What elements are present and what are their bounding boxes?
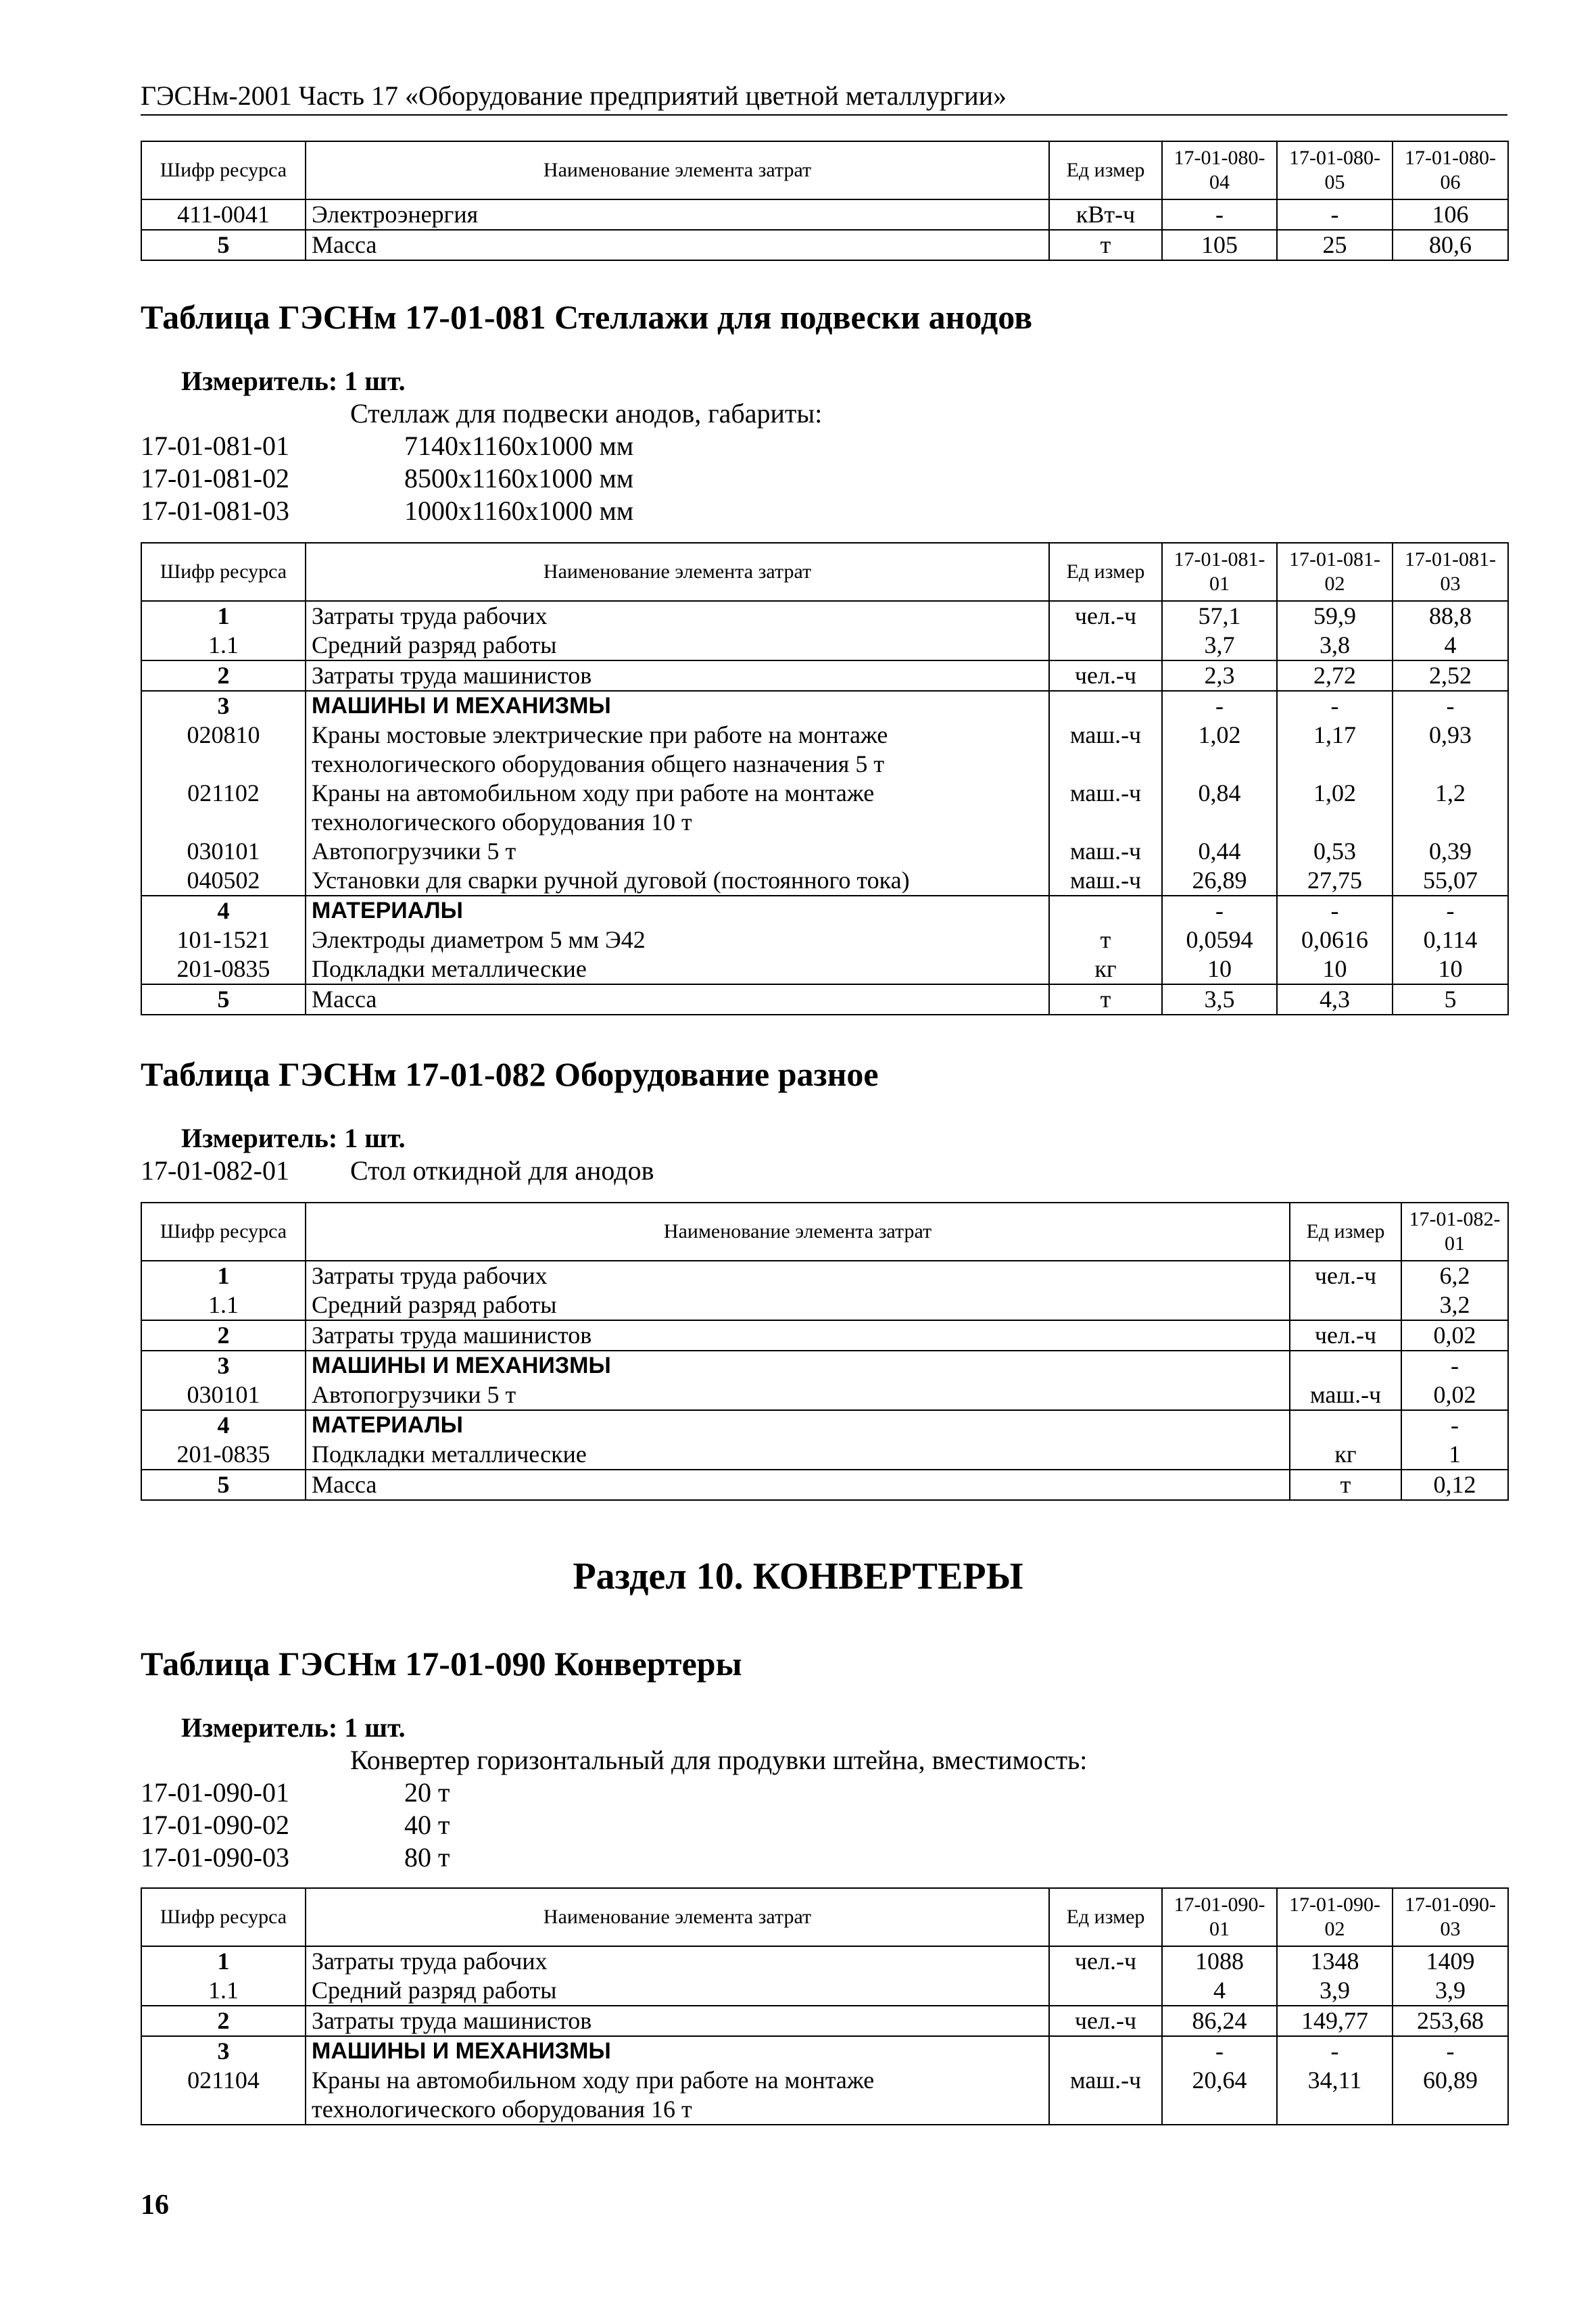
cell-unit: кг (1290, 1440, 1401, 1470)
col-header-name: Наименование элемента затрат (306, 141, 1049, 199)
table-row (141, 631, 1508, 660)
meter-081 (181, 365, 406, 397)
item-text: 20 т (404, 1777, 450, 1808)
cell-code: 3 (141, 1351, 306, 1380)
table-title-082: Таблица ГЭСНм 17-01-082 Оборудование разное (141, 1055, 879, 1093)
item-text: 8500x1160x1000 мм (404, 463, 634, 493)
table-row (141, 925, 1508, 955)
item-text: Стол откидной для анодов (350, 1155, 654, 1186)
cell-code: 021104 (141, 2066, 306, 2125)
cell-code: 3 (141, 691, 306, 721)
cell-value: 1088 (1162, 1946, 1277, 1976)
cell-code: 3 (141, 2036, 306, 2066)
cell-name: МАТЕРИАЛЫ (306, 896, 1049, 925)
cell-value: 57,1 (1162, 601, 1277, 631)
cell-value: - (1162, 2036, 1277, 2066)
table-row (141, 1320, 1508, 1351)
cell-name: Автопогрузчики 5 т (306, 837, 1049, 866)
cell-value: 10 (1277, 955, 1393, 984)
table-row (141, 1261, 1508, 1290)
cell-value: 4 (1393, 631, 1508, 660)
cell-unit (1049, 631, 1162, 660)
cell-value: - (1401, 1351, 1508, 1380)
cell-name: Затраты труда машинистов (306, 2006, 1049, 2036)
cell-value: 3,9 (1393, 1976, 1508, 2006)
cell-unit: маш.-ч (1049, 779, 1162, 837)
cell-value: 1 (1401, 1440, 1508, 1470)
col-header-norm: 17-01-081-03 (1393, 543, 1508, 601)
meter-082 (181, 1122, 406, 1154)
cell-unit: чел.-ч (1049, 2006, 1162, 2036)
cell-value: - (1277, 199, 1393, 230)
cell-value: 10 (1162, 955, 1277, 984)
table-080-continuation (141, 141, 1509, 261)
cell-unit: т (1049, 925, 1162, 955)
cell-name: Масса (306, 984, 1049, 1015)
table-row (141, 691, 1508, 721)
meter-value: 1 шт. (344, 1712, 406, 1743)
table-row (141, 1946, 1508, 1976)
col-header-norm: 17-01-082-01 (1401, 1203, 1508, 1261)
cell-value: 0,44 (1162, 837, 1277, 866)
cell-value: - (1277, 691, 1393, 721)
cell-value: 4 (1162, 1976, 1277, 2006)
cell-name: Средний разряд работы (306, 631, 1049, 660)
col-header-code: Шифр ресурса (141, 1888, 306, 1946)
cell-unit: чел.-ч (1049, 1946, 1162, 1976)
cell-name: Краны на автомобильном ходу при работе на монтаже технологического оборудования 16 т (306, 2066, 1049, 2125)
cell-name: Автопогрузчики 5 т (306, 1380, 1290, 1410)
cell-value: 10 (1393, 955, 1508, 984)
table-081 (141, 542, 1509, 1015)
cell-unit: т (1049, 230, 1162, 260)
meter-value: 1 шт. (344, 366, 406, 396)
cell-code: 4 (141, 896, 306, 925)
table-row (141, 866, 1508, 896)
table-row (141, 721, 1508, 779)
cell-name: Установки для сварки ручной дуговой (постоянного тока) (306, 866, 1049, 896)
cell-value: - (1162, 691, 1277, 721)
cell-name: Средний разряд работы (306, 1976, 1049, 2006)
cell-value: 6,2 (1401, 1261, 1508, 1290)
cell-code: 5 (141, 230, 306, 260)
table-description: Конвертер горизонтальный для продувки штейна, вместимость: (350, 1745, 1088, 1775)
item-text: 1000x1160x1000 мм (404, 496, 634, 526)
table-row (141, 2036, 1508, 2066)
cell-value: 3,9 (1277, 1976, 1393, 2006)
col-header-code: Шифр ресурса (141, 141, 306, 199)
col-header-norm: 17-01-081-02 (1277, 543, 1393, 601)
cell-value: 34,11 (1277, 2066, 1393, 2125)
cell-value: 0,02 (1401, 1380, 1508, 1410)
section-title: Раздел 10. КОНВЕРТЕРЫ (573, 1555, 1023, 1597)
cell-value: 4,3 (1277, 984, 1393, 1015)
cell-name: Масса (306, 230, 1049, 260)
cell-unit: т (1290, 1470, 1401, 1500)
cell-name: Масса (306, 1470, 1290, 1500)
cell-value: 0,0616 (1277, 925, 1393, 955)
cell-value: 2,3 (1162, 660, 1277, 691)
col-header-norm: 17-01-080-06 (1393, 141, 1508, 199)
item-code: 17-01-090-02 (141, 1810, 289, 1840)
col-header-norm: 17-01-081-01 (1162, 543, 1277, 601)
col-header-norm: 17-01-090-01 (1162, 1888, 1277, 1946)
page-header: ГЭСНм-2001 Часть 17 «Оборудование предприятий цветной металлургии» (141, 80, 1507, 116)
page-number: 16 (141, 2190, 169, 2221)
table-row (141, 1470, 1508, 1500)
table-row (141, 660, 1508, 691)
cell-value: 149,77 (1277, 2006, 1393, 2036)
cell-value: 0,12 (1401, 1470, 1508, 1500)
cell-value: 0,114 (1393, 925, 1508, 955)
cell-unit: т (1049, 984, 1162, 1015)
cell-value: 0,53 (1277, 837, 1393, 866)
cell-name: Краны на автомобильном ходу при работе на монтаже технологического оборудования 10 т (306, 779, 1049, 837)
cell-name: Краны мостовые электрические при работе на монтаже технологического оборудования общего назначения 5 т (306, 721, 1049, 779)
cell-value: 59,9 (1277, 601, 1393, 631)
cell-name: Затраты труда рабочих (306, 1261, 1290, 1290)
meter-label: Измеритель: (181, 366, 338, 396)
cell-code: 1.1 (141, 1976, 306, 2006)
table-row (141, 1410, 1508, 1440)
cell-value: - (1277, 896, 1393, 925)
cell-unit (1049, 691, 1162, 721)
cell-unit (1290, 1290, 1401, 1320)
cell-value: - (1393, 896, 1508, 925)
cell-code: 030101 (141, 837, 306, 866)
cell-value: 1,02 (1277, 779, 1393, 837)
col-header-code: Шифр ресурса (141, 543, 306, 601)
cell-name: Затраты труда машинистов (306, 1320, 1290, 1351)
cell-name: МАШИНЫ И МЕХАНИЗМЫ (306, 1351, 1290, 1380)
item-text: 40 т (404, 1810, 450, 1840)
cell-code: 1.1 (141, 631, 306, 660)
cell-code: 2 (141, 2006, 306, 2036)
cell-value: 105 (1162, 230, 1277, 260)
cell-value: - (1401, 1410, 1508, 1440)
cell-value: - (1162, 896, 1277, 925)
table-row (141, 955, 1508, 984)
col-header-norm: 17-01-080-05 (1277, 141, 1393, 199)
item-text: 7140x1160x1000 мм (404, 431, 634, 461)
meter-label: Измеритель: (181, 1712, 338, 1743)
table-row (141, 2066, 1508, 2125)
cell-unit: кг (1049, 955, 1162, 984)
cell-unit: маш.-ч (1049, 721, 1162, 779)
col-header-name: Наименование элемента затрат (306, 1888, 1049, 1946)
table-row (141, 837, 1508, 866)
cell-code: 4 (141, 1410, 306, 1440)
table-row (141, 199, 1508, 230)
meter-label: Измеритель: (181, 1123, 338, 1153)
cell-name: МАШИНЫ И МЕХАНИЗМЫ (306, 2036, 1049, 2066)
cell-value: 1,17 (1277, 721, 1393, 779)
col-header-norm: 17-01-080-04 (1162, 141, 1277, 199)
table-row (141, 2006, 1508, 2036)
cell-code: 2 (141, 1320, 306, 1351)
cell-value: 0,93 (1393, 721, 1508, 779)
table-title-081: Таблица ГЭСНм 17-01-081 Стеллажи для подвески анодов (141, 298, 1033, 336)
item-code: 17-01-090-03 (141, 1842, 289, 1873)
col-header-unit: Ед измер (1049, 1888, 1162, 1946)
cell-value: 3,2 (1401, 1290, 1508, 1320)
cell-value: 1,02 (1162, 721, 1277, 779)
cell-value: 3,7 (1162, 631, 1277, 660)
cell-code: 1 (141, 1946, 306, 1976)
cell-code: 201-0835 (141, 955, 306, 984)
cell-code: 030101 (141, 1380, 306, 1410)
col-header-norm: 17-01-090-03 (1393, 1888, 1508, 1946)
cell-name: Электроэнергия (306, 199, 1049, 230)
cell-value: 0,02 (1401, 1320, 1508, 1351)
cell-value: 5 (1393, 984, 1508, 1015)
cell-value: 26,89 (1162, 866, 1277, 896)
cell-code: 1.1 (141, 1290, 306, 1320)
cell-value: - (1393, 691, 1508, 721)
cell-value: 86,24 (1162, 2006, 1277, 2036)
item-code: 17-01-090-01 (141, 1777, 289, 1808)
cell-code: 101-1521 (141, 925, 306, 955)
col-header-unit: Ед измер (1290, 1203, 1401, 1261)
cell-value: 1,2 (1393, 779, 1508, 837)
cell-value: 2,72 (1277, 660, 1393, 691)
table-row (141, 601, 1508, 631)
cell-value: 1409 (1393, 1946, 1508, 1976)
table-082 (141, 1202, 1509, 1501)
meter-090 (181, 1712, 406, 1743)
cell-name: МАТЕРИАЛЫ (306, 1410, 1290, 1440)
item-text: 80 т (404, 1842, 450, 1873)
col-header-unit: Ед измер (1049, 141, 1162, 199)
table-row (141, 1440, 1508, 1470)
cell-unit: чел.-ч (1049, 660, 1162, 691)
cell-code: 5 (141, 1470, 306, 1500)
cell-unit (1049, 896, 1162, 925)
table-090 (141, 1887, 1509, 2125)
cell-value: 0,39 (1393, 837, 1508, 866)
cell-name: Подкладки металлические (306, 955, 1049, 984)
cell-code: 201-0835 (141, 1440, 306, 1470)
col-header-name: Наименование элемента затрат (306, 1203, 1290, 1261)
cell-code: 2 (141, 660, 306, 691)
cell-value: 20,64 (1162, 2066, 1277, 2125)
cell-unit (1290, 1351, 1401, 1380)
col-header-code: Шифр ресурса (141, 1203, 306, 1261)
table-description: Стеллаж для подвески анодов, габариты: (350, 398, 823, 429)
cell-value: 253,68 (1393, 2006, 1508, 2036)
cell-unit: маш.-ч (1049, 2066, 1162, 2125)
item-code: 17-01-081-01 (141, 431, 289, 461)
cell-value: 27,75 (1277, 866, 1393, 896)
cell-value: - (1393, 2036, 1508, 2066)
cell-name: Электроды диаметром 5 мм Э42 (306, 925, 1049, 955)
cell-value: 0,0594 (1162, 925, 1277, 955)
table-row (141, 1380, 1508, 1410)
table-row (141, 1290, 1508, 1320)
cell-value: - (1162, 199, 1277, 230)
cell-value: 2,52 (1393, 660, 1508, 691)
cell-code: 5 (141, 984, 306, 1015)
table-row (141, 1976, 1508, 2006)
cell-code: 1 (141, 1261, 306, 1290)
cell-value: 106 (1393, 199, 1508, 230)
cell-unit: маш.-ч (1049, 837, 1162, 866)
cell-code: 411-0041 (141, 199, 306, 230)
cell-name: Подкладки металлические (306, 1440, 1290, 1470)
meter-value: 1 шт. (344, 1123, 406, 1153)
cell-unit: чел.-ч (1290, 1320, 1401, 1351)
cell-unit: маш.-ч (1049, 866, 1162, 896)
cell-unit (1049, 2036, 1162, 2066)
item-code: 17-01-082-01 (141, 1155, 289, 1186)
cell-name: МАШИНЫ И МЕХАНИЗМЫ (306, 691, 1049, 721)
cell-name: Затраты труда рабочих (306, 601, 1049, 631)
cell-value: 0,84 (1162, 779, 1277, 837)
col-header-norm: 17-01-090-02 (1277, 1888, 1393, 1946)
cell-value: 3,5 (1162, 984, 1277, 1015)
cell-name: Затраты труда машинистов (306, 660, 1049, 691)
cell-name: Средний разряд работы (306, 1290, 1290, 1320)
table-row (141, 230, 1508, 260)
item-code: 17-01-081-03 (141, 496, 289, 526)
cell-value: 60,89 (1393, 2066, 1508, 2125)
table-row (141, 1351, 1508, 1380)
table-row (141, 896, 1508, 925)
cell-value: 3,8 (1277, 631, 1393, 660)
cell-value: - (1277, 2036, 1393, 2066)
cell-code: 040502 (141, 866, 306, 896)
item-code: 17-01-081-02 (141, 463, 289, 493)
cell-value: 25 (1277, 230, 1393, 260)
cell-unit (1049, 1976, 1162, 2006)
cell-name: Затраты труда рабочих (306, 1946, 1049, 1976)
cell-unit: маш.-ч (1290, 1380, 1401, 1410)
cell-code: 1 (141, 601, 306, 631)
cell-value: 55,07 (1393, 866, 1508, 896)
cell-value: 80,6 (1393, 230, 1508, 260)
table-row (141, 779, 1508, 837)
cell-value: 1348 (1277, 1946, 1393, 1976)
cell-code: 020810 (141, 721, 306, 779)
table-title-090: Таблица ГЭСНм 17-01-090 Конвертеры (141, 1645, 742, 1683)
table-row (141, 984, 1508, 1015)
cell-unit: чел.-ч (1290, 1261, 1401, 1290)
cell-value: 88,8 (1393, 601, 1508, 631)
cell-code: 021102 (141, 779, 306, 837)
col-header-unit: Ед измер (1049, 543, 1162, 601)
cell-unit (1290, 1410, 1401, 1440)
cell-unit: чел.-ч (1049, 601, 1162, 631)
col-header-name: Наименование элемента затрат (306, 543, 1049, 601)
cell-unit: кВт-ч (1049, 199, 1162, 230)
